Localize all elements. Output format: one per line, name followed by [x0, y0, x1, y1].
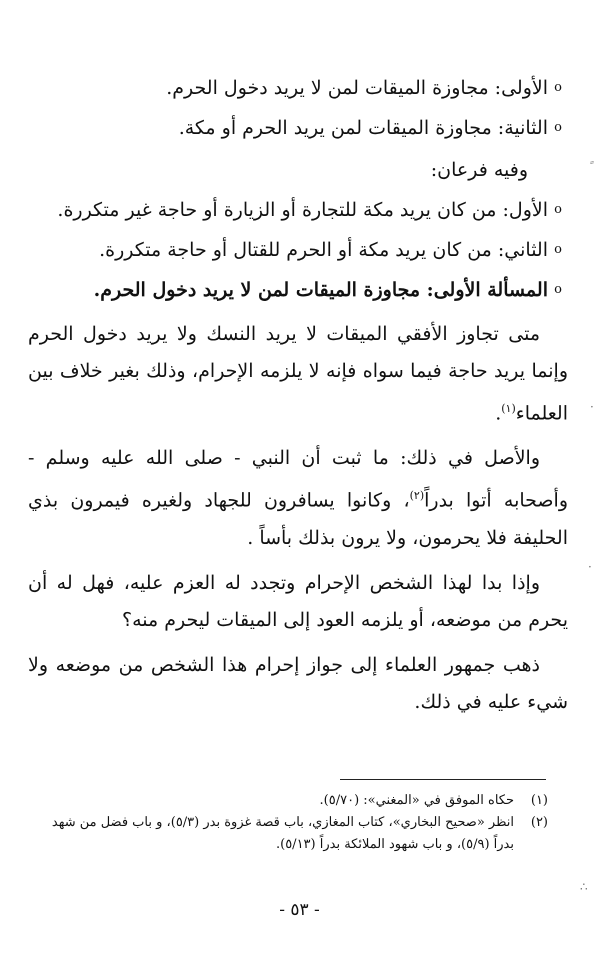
list-item — [28, 110, 568, 146]
footnote-text: انظر «صحيح البخاري»، كتاب المغازي، باب قصة غزوة بدر (٥/٣)، و باب فضل من شهد بدراً (٥/٩)، و باب شهود الملائكة بدراً (٥/١٣). — [51, 815, 514, 852]
footnote-ref[interactable]: (١) — [501, 402, 516, 415]
footnote — [28, 790, 548, 812]
paragraph — [28, 440, 568, 556]
bullet-icon: o — [554, 282, 562, 297]
page-number: - ٥٣ - — [279, 900, 320, 920]
margin-speck-icon: ∴ — [580, 880, 588, 894]
footnote-divider — [340, 779, 546, 780]
subheading: وفيه فرعان: — [430, 159, 528, 181]
footnote — [28, 812, 548, 856]
list-item-text: الثاني: من كان يريد مكة أو الحرم للقتال أو حاجة متكررة. — [99, 239, 548, 261]
margin-speck-icon: · — [588, 560, 592, 574]
list-item — [28, 70, 568, 106]
footnote-number: (٢) — [530, 815, 548, 830]
bullet-icon: o — [554, 202, 562, 217]
paragraph-text: ، وكانوا يسافرون للجهاد ولغيره فيمرون بذي الحليفة فلا يحرمون، ولا يرون بذلك بأساً . — [28, 489, 568, 549]
footnotes — [28, 790, 548, 856]
paragraph-text: متى تجاوز الأفقي الميقات لا يريد النسك ولا يريد دخول الحرم وإنما يريد حاجة فيما سواه فإنه لا يلزمه الإحرام، وذلك بغير خلاف بين العلماء — [28, 323, 568, 425]
list-item-text: الأول: من كان يريد مكة للتجارة أو الزيارة أو حاجة غير متكررة. — [57, 199, 548, 221]
page-body — [28, 70, 568, 727]
footnote-ref[interactable]: (٢) — [409, 489, 425, 503]
margin-speck-icon: · — [590, 400, 594, 414]
list-item — [28, 232, 568, 268]
issue-heading: المسألة الأولى: مجاوزة الميقات لمن لا يريد دخول الحرم. — [93, 279, 548, 301]
footnote-text: حكاه الموفق في «المغني»: (٥/٧٠). — [319, 793, 514, 808]
list-item-text: الثانية: مجاوزة الميقات لمن يريد الحرم أو مكة. — [178, 117, 548, 139]
paragraph: ذهب جمهور العلماء إلى جواز إحرام هذا الشخص من موضعه ولا شيء عليه في ذلك. — [28, 653, 568, 713]
paragraph: وإذا بدا لهذا الشخص الإحرام وتجدد له العزم عليه، فهل له أن يحرم من موضعه، أو يلزمه العود إلى الميقات ليحرم منه؟ — [28, 571, 568, 631]
bullet-icon: o — [554, 242, 562, 257]
bullet-icon: o — [554, 80, 562, 95]
paragraph-text: والأصل في ذلك: ما ثبت أن النبي - صلى الله عليه وسلم - وأصحابه أتوا بدراً — [28, 447, 569, 512]
bullet-icon: o — [554, 120, 562, 135]
paragraph-end: . — [495, 402, 502, 425]
paragraph — [28, 316, 568, 432]
list-item — [28, 192, 568, 228]
list-item — [28, 272, 568, 308]
footnote-number: (١) — [530, 793, 548, 808]
list-item-text: الأولى: مجاوزة الميقات لمن لا يريد دخول الحرم. — [166, 77, 548, 99]
